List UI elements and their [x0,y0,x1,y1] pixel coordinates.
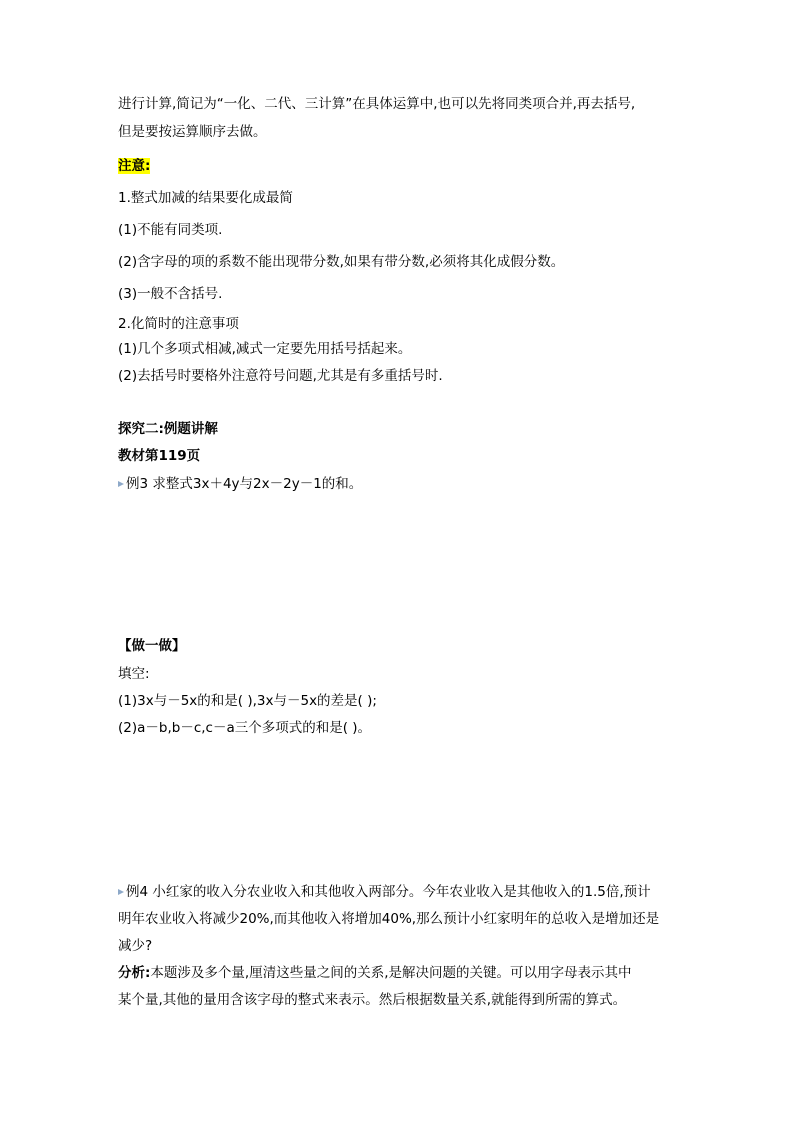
section-heading: 探究二:例题讲解 [118,421,218,437]
example-4-line-3: 减少? [118,938,153,954]
example-4-line-2: 明年农业收入将减少20%,而其他收入将增加40%,那么预计小红家明年的总收入是增加还是 [118,911,660,927]
analysis-text: 本题涉及多个量,厘清这些量之间的关系,是解决问题的关键。可以用字母表示其中 [150,965,632,981]
note-item-2-sub-1: (1)几个多项式相减,减式一定要先用括号括起来。 [118,341,412,357]
example-4-line-1 [118,883,651,901]
note-item-1-sub-1: (1)不能有同类项. [118,222,223,238]
note-item-2-sub-2: (2)去括号时要格外注意符号问题,尤其是有多重括号时. [118,368,443,384]
practice-prompt: 填空: [118,666,150,682]
example-3-text: 例3 求整式3x＋4y与2x－2y－1的和。 [126,476,363,492]
analysis-line-1 [118,964,632,982]
analysis-label: 分析: [118,965,151,981]
triangle-marker-icon [118,889,124,895]
analysis-line-2: 某个量,其他的量用含该字母的整式来表示。然后根据数量关系,就能得到所需的算式。 [118,992,627,1008]
textbook-reference: 教材第119页 [118,448,201,464]
example-4-text: 例4 小红家的收入分农业收入和其他收入两部分。今年农业收入是其他收入的1.5倍,预计 [126,884,651,900]
intro-line-2: 但是要按运算顺序去做。 [118,124,267,140]
practice-question-1: (1)3x与－5x的和是( ),3x与－5x的差是( ); [118,693,377,709]
practice-heading: 【做一做】 [118,638,186,654]
intro-line-1: 进行计算,简记为“一化、二代、三计算”在具体运算中,也可以先将同类项合并,再去括号, [118,96,636,112]
note-item-2: 2.化简时的注意事项 [118,316,239,332]
practice-question-2: (2)a－b,b－c,c－a三个多项式的和是( )。 [118,720,372,736]
note-item-1: 1.整式加减的结果要化成最简 [118,190,293,206]
example-3 [118,475,362,493]
note-heading [118,157,150,175]
triangle-marker-icon [118,481,124,487]
note-item-1-sub-2: (2)含字母的项的系数不能出现带分数,如果有带分数,必须将其化成假分数。 [118,254,565,270]
note-item-1-sub-3: (3)一般不含括号. [118,286,223,302]
highlighted-heading: 注意: [118,158,151,174]
